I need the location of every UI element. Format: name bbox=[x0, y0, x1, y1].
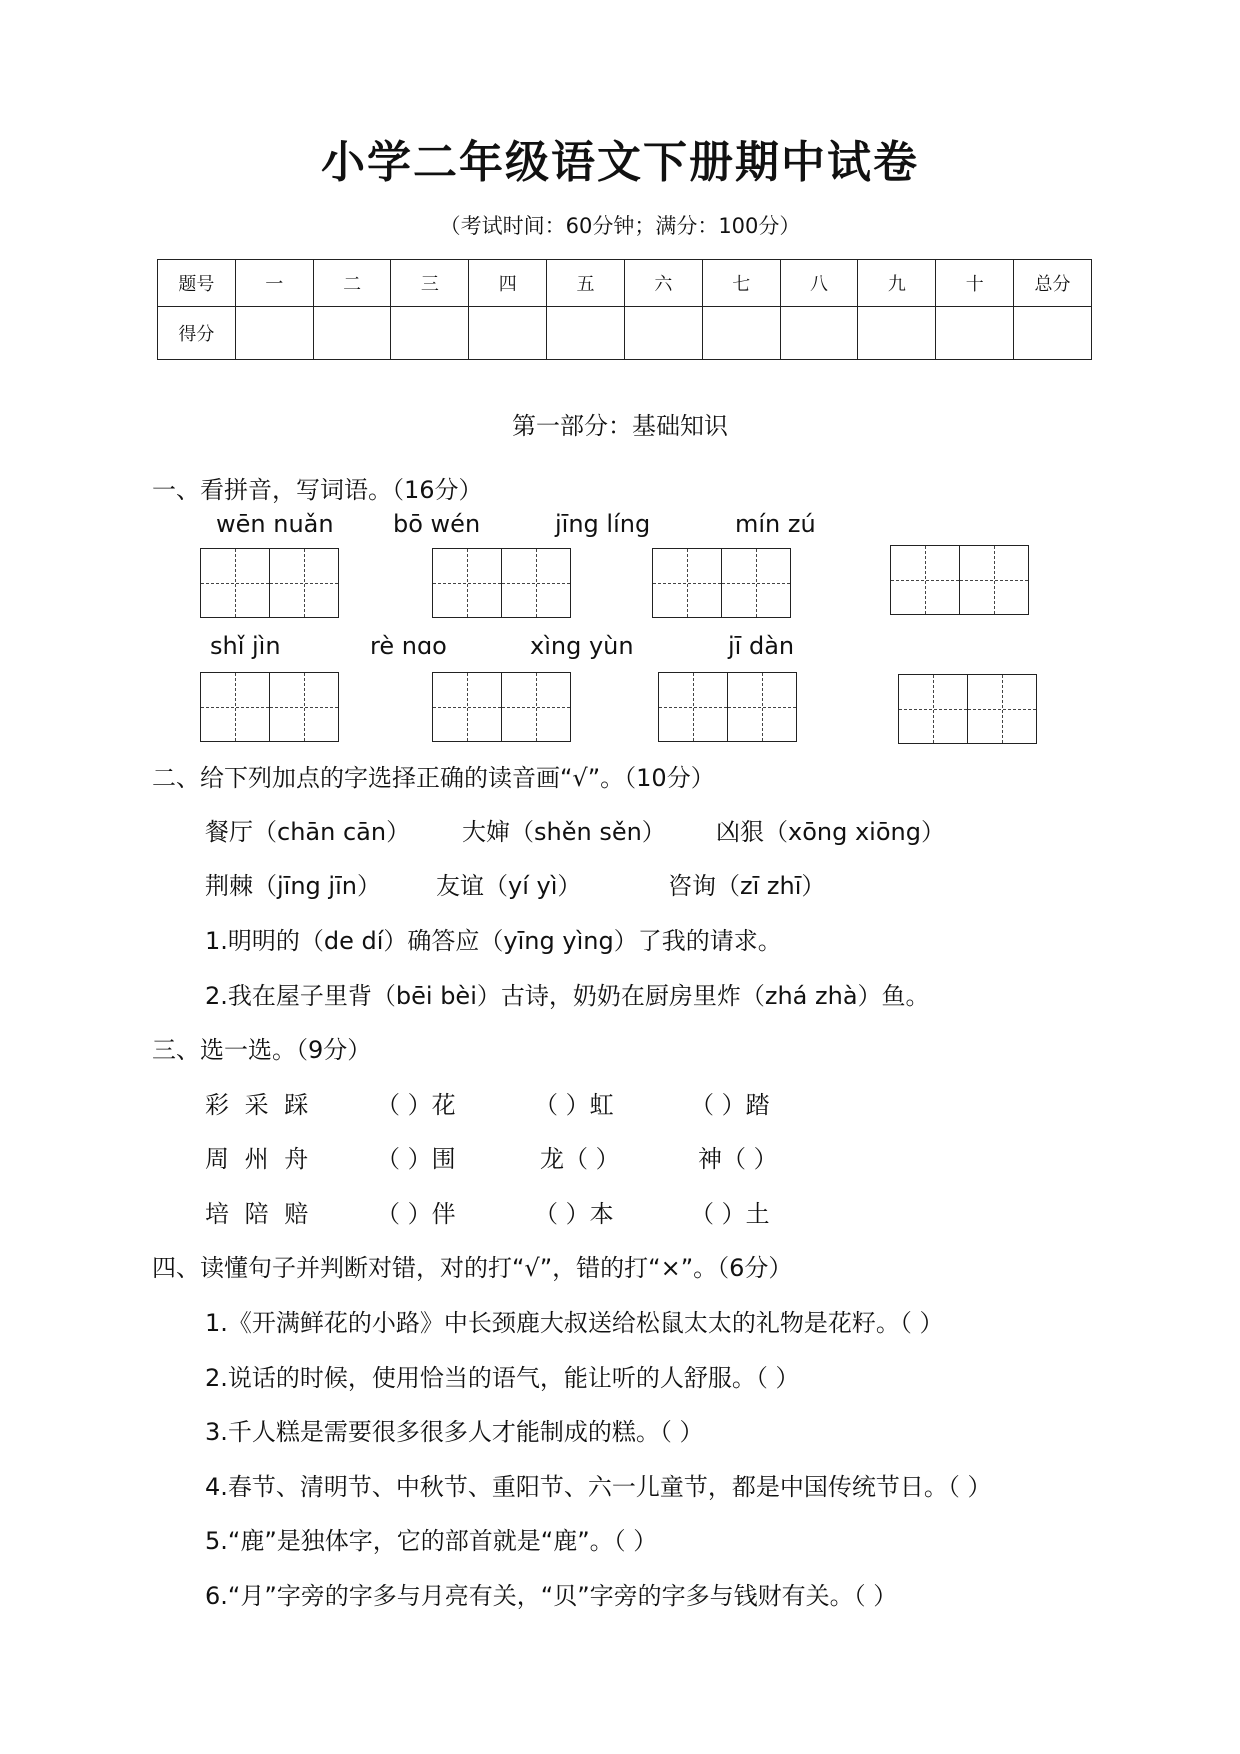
grid-cell[interactable] bbox=[967, 674, 1037, 744]
q3-blank: （ ）土 bbox=[690, 1200, 770, 1228]
grid-cell[interactable] bbox=[658, 672, 728, 742]
exam-info: （考试时间：60分钟；满分：100分） bbox=[439, 214, 801, 238]
q4-statement: 4.春节、清明节、中秋节、重阳节、六一儿童节，都是中国传统节日。（ ） bbox=[205, 1473, 992, 1501]
q2-option: 餐厅（chān cān） bbox=[205, 818, 411, 846]
score-cell[interactable] bbox=[702, 307, 780, 360]
grid-cell[interactable] bbox=[200, 672, 270, 742]
score-cell[interactable] bbox=[391, 307, 469, 360]
q3-chars: 周 州 舟 bbox=[205, 1145, 313, 1173]
pinyin: jīng líng bbox=[555, 510, 651, 538]
grid-cell[interactable] bbox=[269, 672, 339, 742]
grid-cell[interactable] bbox=[432, 672, 502, 742]
col-2: 二 bbox=[313, 260, 391, 307]
score-cell[interactable] bbox=[780, 307, 858, 360]
pinyin: jī dàn bbox=[728, 632, 795, 660]
grid-cell[interactable] bbox=[890, 545, 960, 615]
part-title: 第一部分：基础知识 bbox=[512, 412, 728, 440]
pinyin: rè nɑo bbox=[370, 632, 447, 660]
col-10: 十 bbox=[936, 260, 1014, 307]
writing-grid[interactable] bbox=[652, 548, 791, 618]
grid-cell[interactable] bbox=[501, 548, 571, 618]
writing-grid[interactable] bbox=[200, 672, 339, 742]
q3-chars: 培 陪 赔 bbox=[205, 1200, 313, 1228]
q1-heading: 一、看拼音，写词语。（16分） bbox=[152, 476, 483, 504]
grid-cell[interactable] bbox=[432, 548, 502, 618]
score-cell[interactable] bbox=[1014, 307, 1092, 360]
writing-grid[interactable] bbox=[890, 545, 1029, 615]
pinyin: bō wén bbox=[393, 510, 481, 538]
col-9: 九 bbox=[858, 260, 936, 307]
col-total: 总分 bbox=[1014, 260, 1092, 307]
q4-statement: 3.千人糕是需要很多很多人才能制成的糕。（ ） bbox=[205, 1418, 704, 1446]
grid-cell[interactable] bbox=[721, 548, 791, 618]
page-title: 小学二年级语文下册期中试卷 bbox=[321, 137, 919, 188]
score-cell[interactable] bbox=[235, 307, 313, 360]
pinyin: mín zú bbox=[735, 510, 816, 538]
q4-statement: 6.“月”字旁的字多与月亮有关，“贝”字旁的字多与钱财有关。（ ） bbox=[205, 1582, 898, 1610]
grid-cell[interactable] bbox=[200, 548, 270, 618]
col-8: 八 bbox=[780, 260, 858, 307]
writing-grid[interactable] bbox=[432, 548, 571, 618]
score-table-header-row bbox=[158, 260, 1092, 307]
q2-option: 友谊（yí yì） bbox=[436, 872, 582, 900]
q2-option: 凶狠（xōng xiōng） bbox=[716, 818, 945, 846]
score-table bbox=[157, 259, 1092, 360]
col-6: 六 bbox=[624, 260, 702, 307]
q3-blank: （ ）踏 bbox=[690, 1091, 770, 1119]
q2-option: 荆棘（jīng jīn） bbox=[205, 872, 381, 900]
pinyin: xìng yùn bbox=[530, 632, 634, 660]
q2-sentence: 1.明明的（de dí）确答应（yīng yìng）了我的请求。 bbox=[205, 927, 782, 955]
q4-statement: 2.说话的时候，使用恰当的语气，能让听的人舒服。（ ） bbox=[205, 1364, 800, 1392]
q3-blank: 神（ ） bbox=[698, 1145, 778, 1173]
col-5: 五 bbox=[547, 260, 625, 307]
score-cell[interactable] bbox=[547, 307, 625, 360]
col-7: 七 bbox=[702, 260, 780, 307]
q3-blank: （ ）本 bbox=[534, 1200, 614, 1228]
q2-heading: 二、给下列加点的字选择正确的读音画“√”。（10分） bbox=[152, 764, 715, 792]
q2-sentence: 2.我在屋子里背（bēi bèi）古诗，奶奶在厨房里炸（zhá zhà）鱼。 bbox=[205, 982, 930, 1010]
grid-cell[interactable] bbox=[959, 545, 1029, 615]
score-cell[interactable] bbox=[936, 307, 1014, 360]
q2-option: 大婶（shěn sěn） bbox=[462, 818, 666, 846]
grid-cell[interactable] bbox=[269, 548, 339, 618]
writing-grid[interactable] bbox=[658, 672, 797, 742]
q3-blank: 龙（ ） bbox=[540, 1145, 620, 1173]
q4-statement: 1.《开满鲜花的小路》中长颈鹿大叔送给松鼠太太的礼物是花籽。（ ） bbox=[205, 1309, 944, 1337]
score-cell[interactable] bbox=[313, 307, 391, 360]
col-4: 四 bbox=[469, 260, 547, 307]
q4-heading: 四、读懂句子并判断对错，对的打“√”，错的打“×”。（6分） bbox=[152, 1254, 793, 1282]
score-cell[interactable] bbox=[858, 307, 936, 360]
writing-grid[interactable] bbox=[432, 672, 571, 742]
q3-blank: （ ）伴 bbox=[376, 1200, 456, 1228]
score-cell[interactable] bbox=[624, 307, 702, 360]
score-label: 得分 bbox=[158, 307, 236, 360]
writing-grid[interactable] bbox=[898, 674, 1037, 744]
score-table-score-row bbox=[158, 307, 1092, 360]
col-3: 三 bbox=[391, 260, 469, 307]
q2-option: 咨询（zī zhī） bbox=[668, 872, 826, 900]
q3-heading: 三、选一选。（9分） bbox=[152, 1036, 372, 1064]
writing-grid[interactable] bbox=[200, 548, 339, 618]
grid-cell[interactable] bbox=[652, 548, 722, 618]
q4-statement: 5.“鹿”是独体字，它的部首就是“鹿”。（ ） bbox=[205, 1527, 658, 1555]
col-1: 一 bbox=[235, 260, 313, 307]
score-cell[interactable] bbox=[469, 307, 547, 360]
header-label: 题号 bbox=[158, 260, 236, 307]
pinyin: wēn nuǎn bbox=[216, 510, 334, 538]
q3-blank: （ ）围 bbox=[376, 1145, 456, 1173]
grid-cell[interactable] bbox=[898, 674, 968, 744]
grid-cell[interactable] bbox=[501, 672, 571, 742]
q3-blank: （ ）花 bbox=[376, 1091, 456, 1119]
grid-cell[interactable] bbox=[727, 672, 797, 742]
pinyin: shǐ jìn bbox=[210, 632, 281, 660]
q3-blank: （ ）虹 bbox=[534, 1091, 614, 1119]
q3-chars: 彩 采 踩 bbox=[205, 1091, 313, 1119]
